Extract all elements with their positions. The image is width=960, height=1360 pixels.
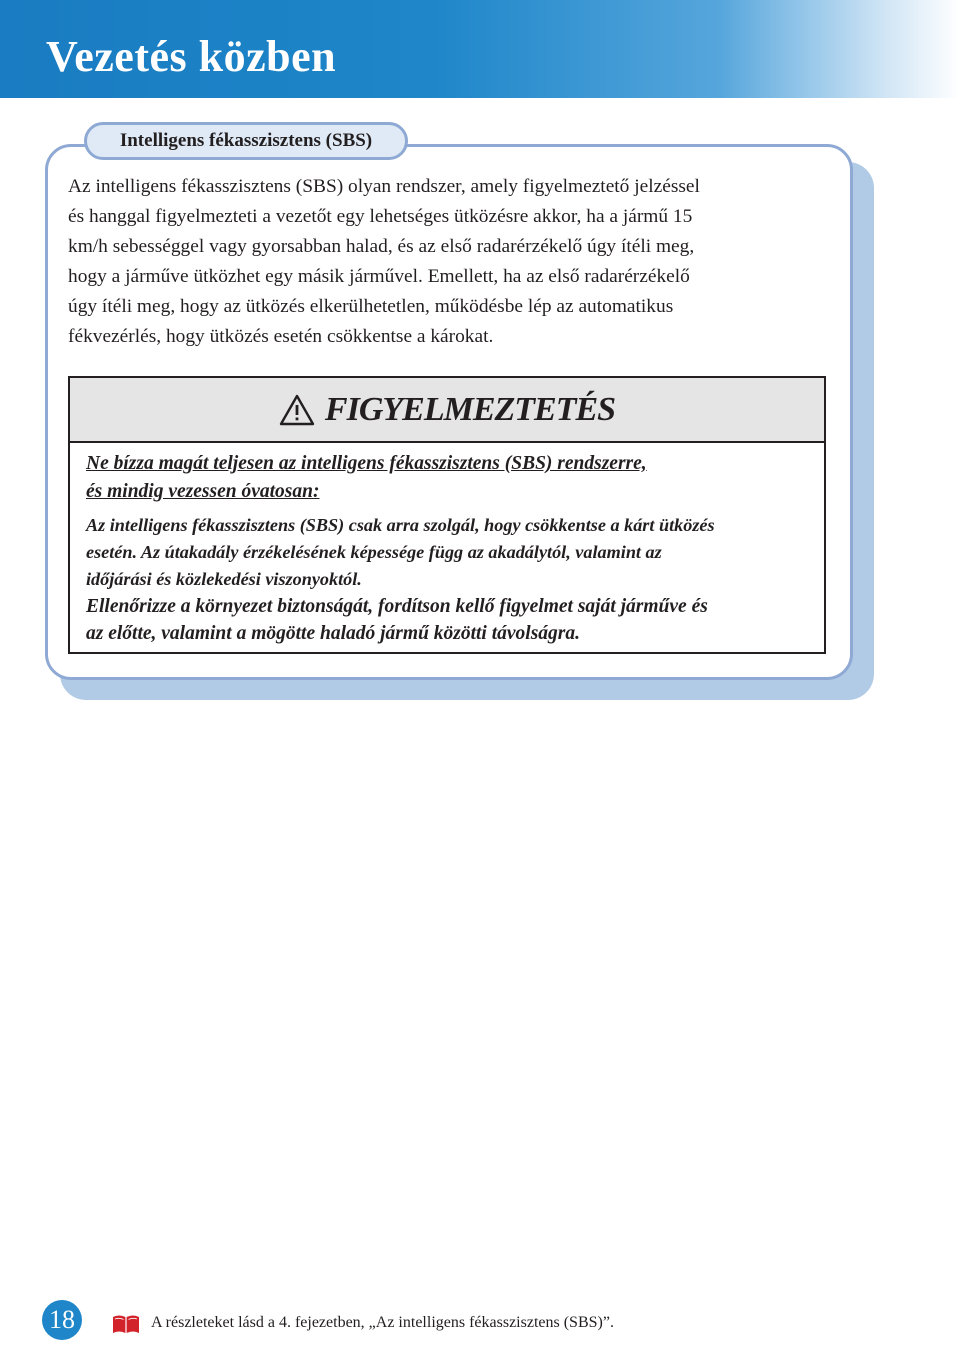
warning-lead-line: Ne bízza magát teljesen az intelligens fékasszisztens (SBS) rendszerre,	[86, 453, 647, 474]
intro-line: fékvezérlés, hogy ütközés esetén csökkentse a károkat.	[68, 326, 494, 347]
warning-text	[86, 512, 816, 647]
intro-line: úgy ítéli meg, hogy az ütközés elkerülhetetlen, működésbe lép az automatikus	[68, 296, 674, 317]
warning-title: FIGYELMEZTETÉS	[324, 390, 616, 428]
warning-lead-line: és mindig vezessen óvatosan:	[86, 481, 320, 502]
warning-text-line: az előtte, valamint a mögötte haladó jármű közötti távolságra.	[86, 623, 581, 644]
warning-text-line: Az intelligens fékasszisztens (SBS) csak arra szolgál, hogy csökkentse a kárt ütközés	[86, 515, 715, 535]
intro-line: Az intelligens fékasszisztens (SBS) olyan rendszer, amely figyelmeztető jelzéssel	[68, 176, 700, 197]
intro-line: hogy a járműve ütközhet egy másik járművel. Emellett, ha az első radarérzékelő	[68, 266, 690, 287]
warning-text-line: időjárási és közlekedési viszonyoktól.	[86, 569, 362, 589]
intro-line: és hanggal figyelmezteti a vezetőt egy lehetséges ütközésre akkor, ha a jármű 15	[68, 206, 693, 227]
book-icon	[112, 1313, 140, 1335]
section-tab: Intelligens fékasszisztens (SBS)	[84, 122, 408, 160]
warning-body	[86, 450, 816, 647]
warning-box	[68, 376, 826, 654]
warning-text-line: esetén. Az útakadály érzékelésének képessége függ az akadálytól, valamint az	[86, 542, 662, 562]
warning-triangle-icon	[279, 394, 315, 426]
header-title: Vezetés közben	[46, 32, 337, 81]
intro-line: km/h sebességgel vagy gyorsabban halad, és az első radarérzékelő úgy ítéli meg,	[68, 236, 695, 257]
warning-header	[70, 378, 824, 443]
warning-text-line: Ellenőrizze a környezet biztonságát, fordítson kellő figyelmet saját járműve és	[86, 596, 708, 617]
warning-lead	[86, 450, 816, 506]
intro-paragraph	[68, 172, 828, 352]
footer-reference: A részleteket lásd a 4. fejezetben, „Az intelligens fékasszisztens (SBS)”.	[151, 1314, 614, 1331]
page-number: 18	[42, 1300, 82, 1340]
page-header	[0, 0, 960, 98]
